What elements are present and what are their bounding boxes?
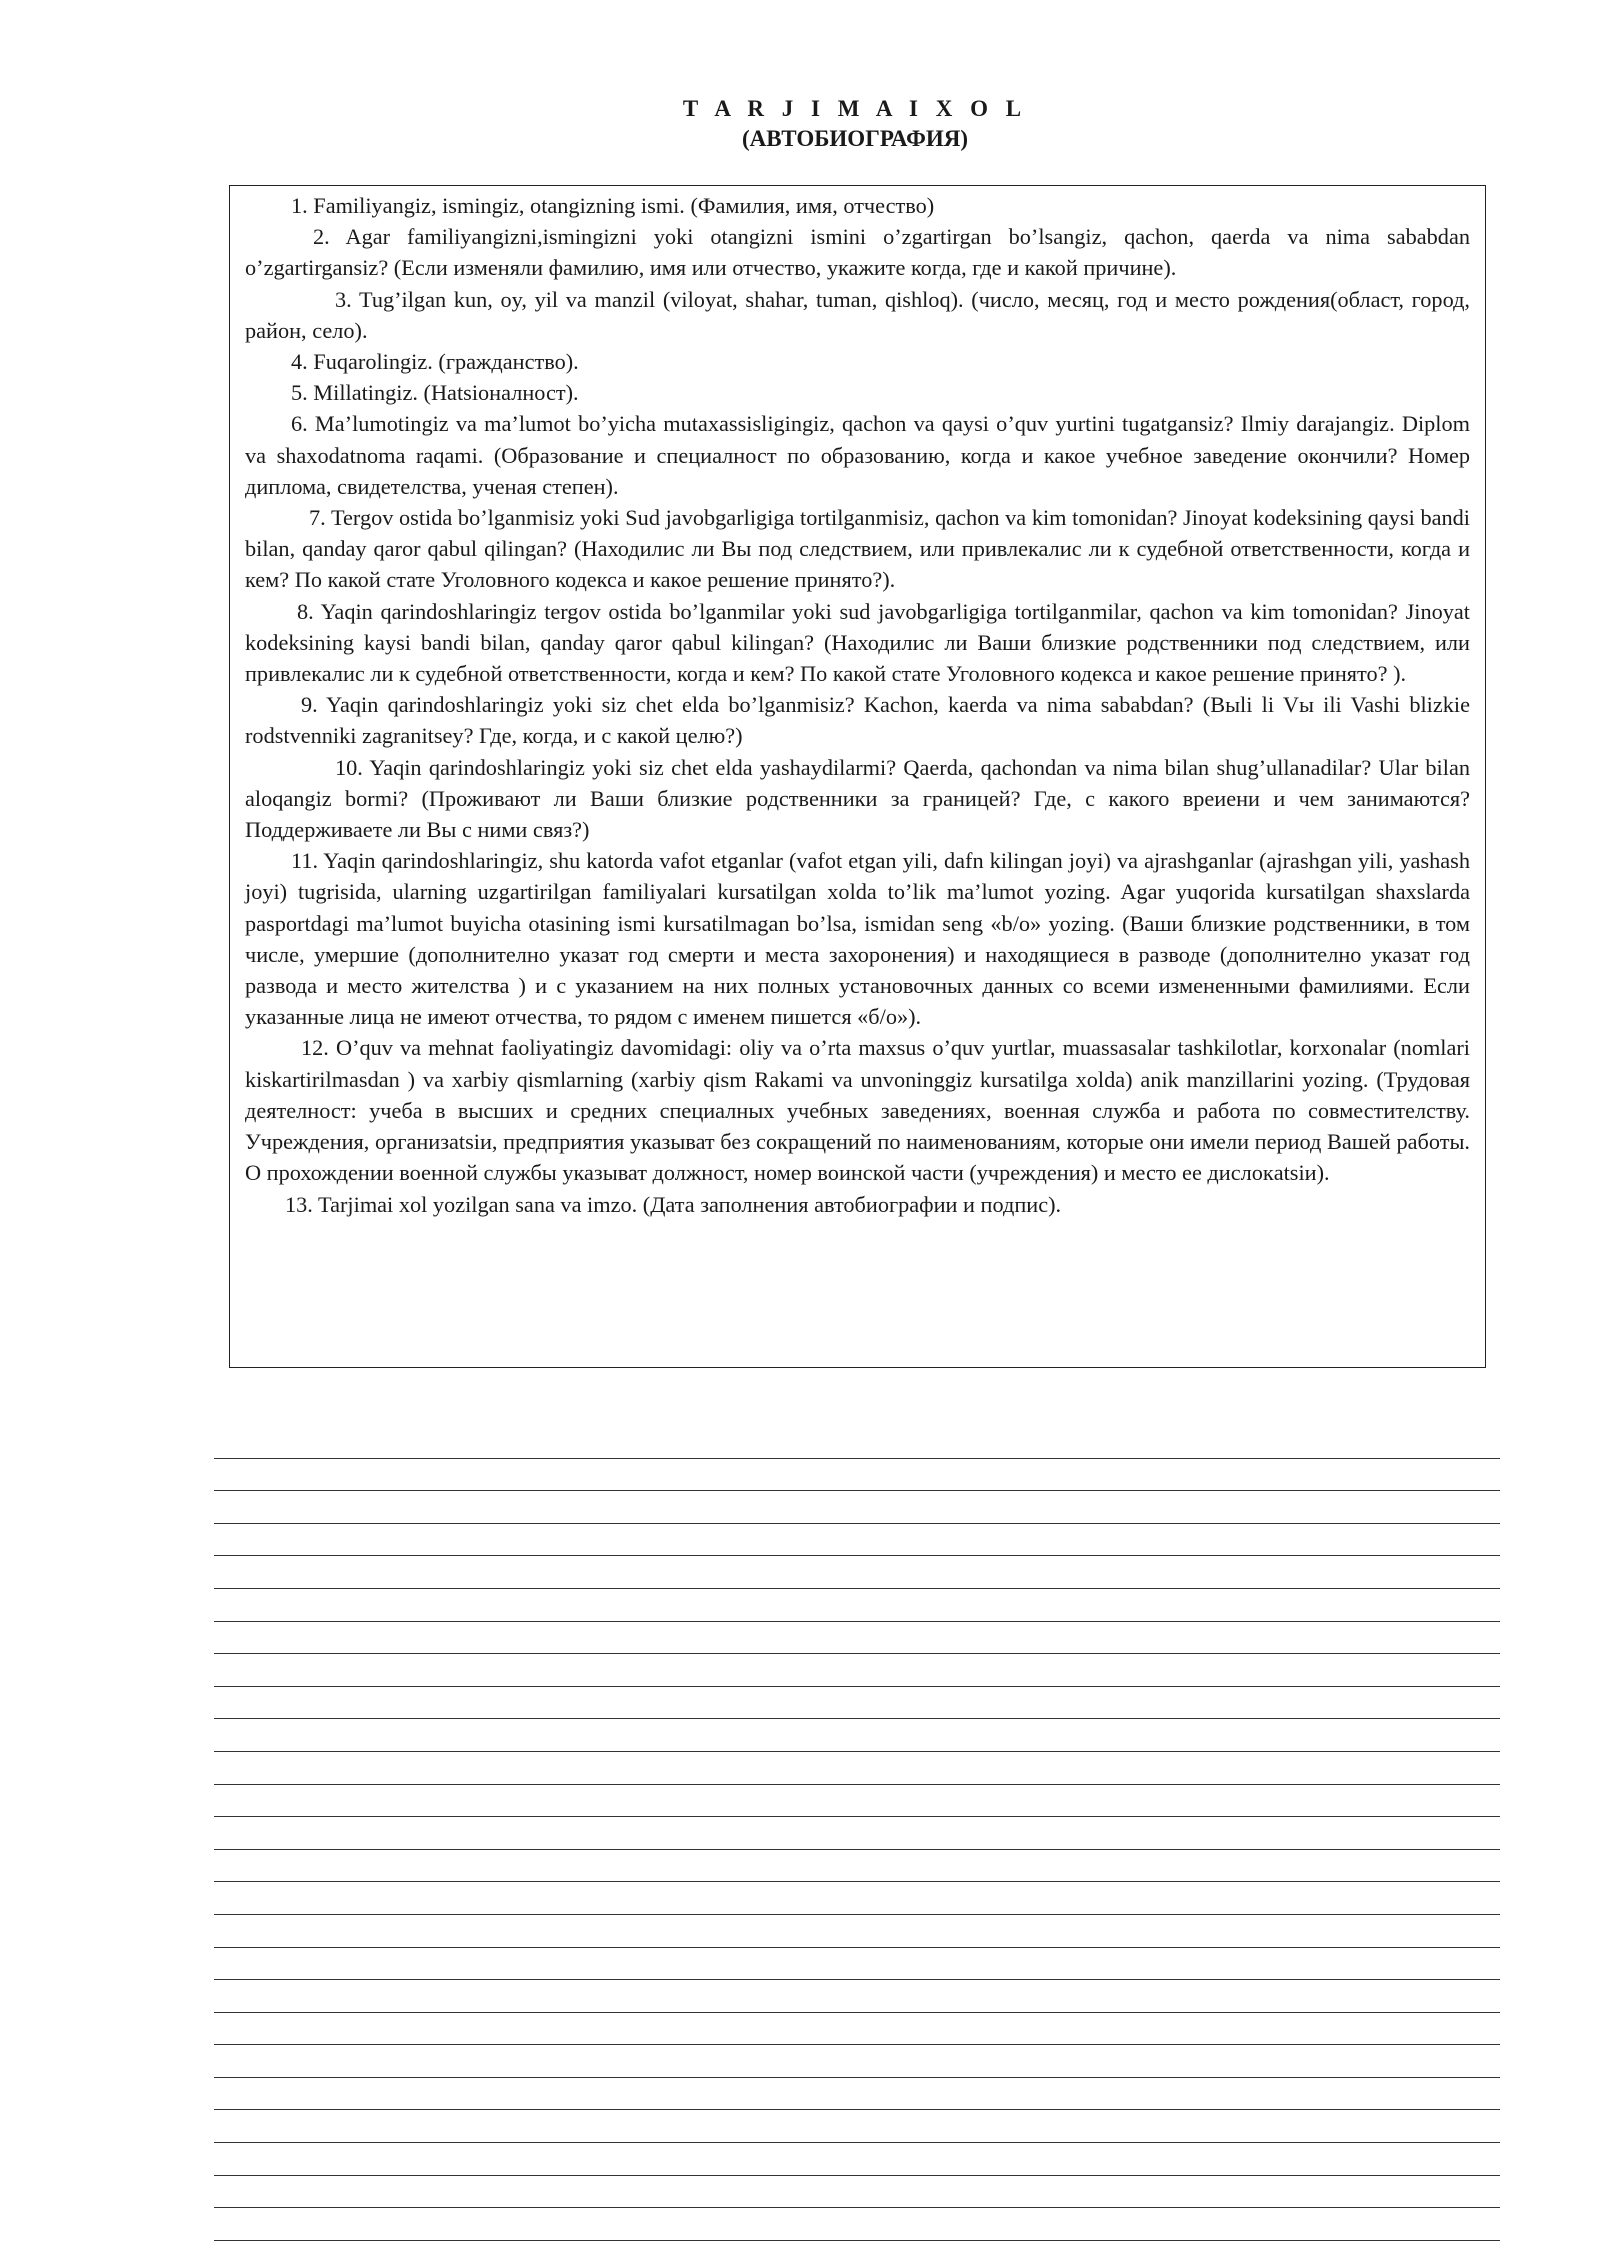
writing-line[interactable] [214,2013,1500,2046]
writing-line[interactable] [214,1752,1500,1785]
instruction-item-6: 6. Ma’lumotingiz va ma’lumot bo’yicha mutaxassisligingiz, qachon va qaysi o’quv yurtini tugatgansiz? Ilmiy darajangiz. Diplom va shaxodatnoma raqami. (Образование и специалност по образованию, когда и какое учебное заведение окончили? Номер диплома, свидетелства, ученая степен). [245,411,1470,499]
writing-line[interactable] [214,1687,1500,1720]
writing-line[interactable] [214,1622,1500,1655]
writing-line[interactable] [214,2208,1500,2241]
writing-line[interactable] [214,2176,1500,2209]
instruction-item-1: 1. Familiyangiz, ismingiz, otangizning ismi. (Фамилия, имя, отчество) [291,193,935,218]
writing-line[interactable] [214,1915,1500,1948]
instruction-item-4: 4. Fuqarolingiz. (гражданство). [291,349,579,375]
writing-line[interactable] [214,2078,1500,2111]
writing-line[interactable] [214,2143,1500,2176]
writing-line[interactable] [214,1882,1500,1915]
writing-line[interactable] [214,2045,1500,2078]
instruction-item-2: 2. Agar familiyangizni,ismingizni yoki otangizni ismini o’zgartirgan bo’lsangiz, qachon, qaerda va nima sababdan o’zgartirgansiz? (Если изменяли фамилию, имя или отчество, укажите когда, где и какой причине). [245,224,1470,281]
writing-line[interactable] [214,1719,1500,1752]
writing-line[interactable] [214,1426,1500,1459]
instruction-item-3: 3. Tug’ilgan kun, oy, yil va manzil (viloyat, shahar, tuman, qishloq). (число, месяц, год и место рождения(област, город, район, село). [245,286,1470,343]
writing-line[interactable] [214,2110,1500,2143]
instruction-item-8: 8. Yaqin qarindoshlaringiz tergov ostida bo’lganmilar yoki sud javobgarligiga tortilganmilar, qachon va kim tomonidan? Jinoyat kodeksining kaysi bandi bilan, qanday qaror qabul kilingan? (Находилис ли Ваши близкие родственники под следствием, или привлекалис ли к судебной ответственности, когда и кем? По какой стате Уголовного кодекса и какое решение принято? ). [245,598,1470,687]
writing-line[interactable] [214,1556,1500,1589]
writing-line[interactable] [214,1785,1500,1818]
instruction-item-12: 12. O’quv va mehnat faoliyatingiz davomidagi: oliy va o’rta maxsus o’quv yurtlar, muassasalar tashkilotlar, korxonalar (nomlari kiskartirilmasdan ) va xarbiy qismlarning (xarbiy qism Rakami va unvoninggiz kursatilga xolda) anik manzillarini yozing. (Трудовая деятелност: учеба в высших и средних специалных учебных заведениях, военная служба и работа по совместителству. Учреждения, организatsiи, предприятия указыват без сокращений по наименованиям, которые они имели период Вашей работы. О прохождении военной службы указыват должност, номер воинской части (учреждения) и место ее дислокatsiи). [245,1035,1470,1186]
writing-line[interactable] [214,1589,1500,1622]
writing-lines[interactable] [214,1426,1500,2241]
instruction-item-11: 11. Yaqin qarindoshlaringiz, shu katorda vafot etganlar (vafot etgan yili, dafn kilingan joyi) va ajrashganlar (ajrashgan yili, yashash joyi) tugrisida, ularning uzgartirilgan familiyalari kursatilgan xolda to’lik ma’lumot yozing. Agar yuqorida kursatilgan shaxslarda pasportdagi ma’lumot buyicha otasining ismi kursatilmagan bo’lsa, ismidan seng «b/o» yozing. (Ваши близкие родственники, в том числе, умершие (дополнително указат год смерти и места захоронения) и находящиеся в разводе (дополнително указат год развода и место жителства ) и с указанием на них полных установочных данных со всеми измененными фамилиями. Если указанные лица не имеют отчества, то рядом с именем пишется «б/о»). [245,848,1470,1030]
writing-line[interactable] [214,1459,1500,1492]
page-subtitle: (АВТОБИОГРАФИЯ) [741,126,969,151]
writing-line[interactable] [214,1491,1500,1524]
writing-line[interactable] [214,1850,1500,1883]
instruction-item-13: 13. Tarjimai xol yozilgan sana va imzo. (Дата заполнения автобиографии и подпис). [285,1191,1062,1217]
instruction-item-7: 7. Tergov ostida bo’lganmisiz yoki Sud javobgarligiga tortilganmisiz, qachon va kim tomonidan? Jinoyat kodeksining qaysi bandi bilan, qanday qaror qabul qilingan? (Находилис ли Вы под следствием, или привлекалис ли к судебной ответственности, когда и кем? По какой стате Уголовного кодекса и какое решение принято?). [245,505,1470,593]
writing-line[interactable] [214,1980,1500,2013]
page-title: T A R J I M A I X O L [682,96,1028,121]
writing-line[interactable] [214,1817,1500,1850]
instruction-item-10: 10. Yaqin qarindoshlaringiz yoki siz chet elda yashaydilarmi? Qaerda, qachondan va nima bilan shug’ullanadilar? Ular bilan aloqangiz bormi? (Проживают ли Ваши близкие родственники за границей? Где, с какого вреиени и чем занимаются? Поддерживаете ли Вы с ними связ?) [245,754,1470,843]
writing-line[interactable] [214,1948,1500,1981]
writing-line[interactable] [214,1654,1500,1687]
instructions-list [245,190,1470,1220]
instruction-item-9: 9. Yaqin qarindoshlaringiz yoki siz chet elda bo’lganmisiz? Kachon, kaerda va nima sababdan? (Выli li Vы ili Vashi blizkie rodstvenniki zagranitsey? Где, когда, и с какой целю?) [245,692,1470,749]
writing-line[interactable] [214,1524,1500,1557]
instruction-item-5: 5. Millatingiz. (Hatsioналност). [291,380,579,406]
